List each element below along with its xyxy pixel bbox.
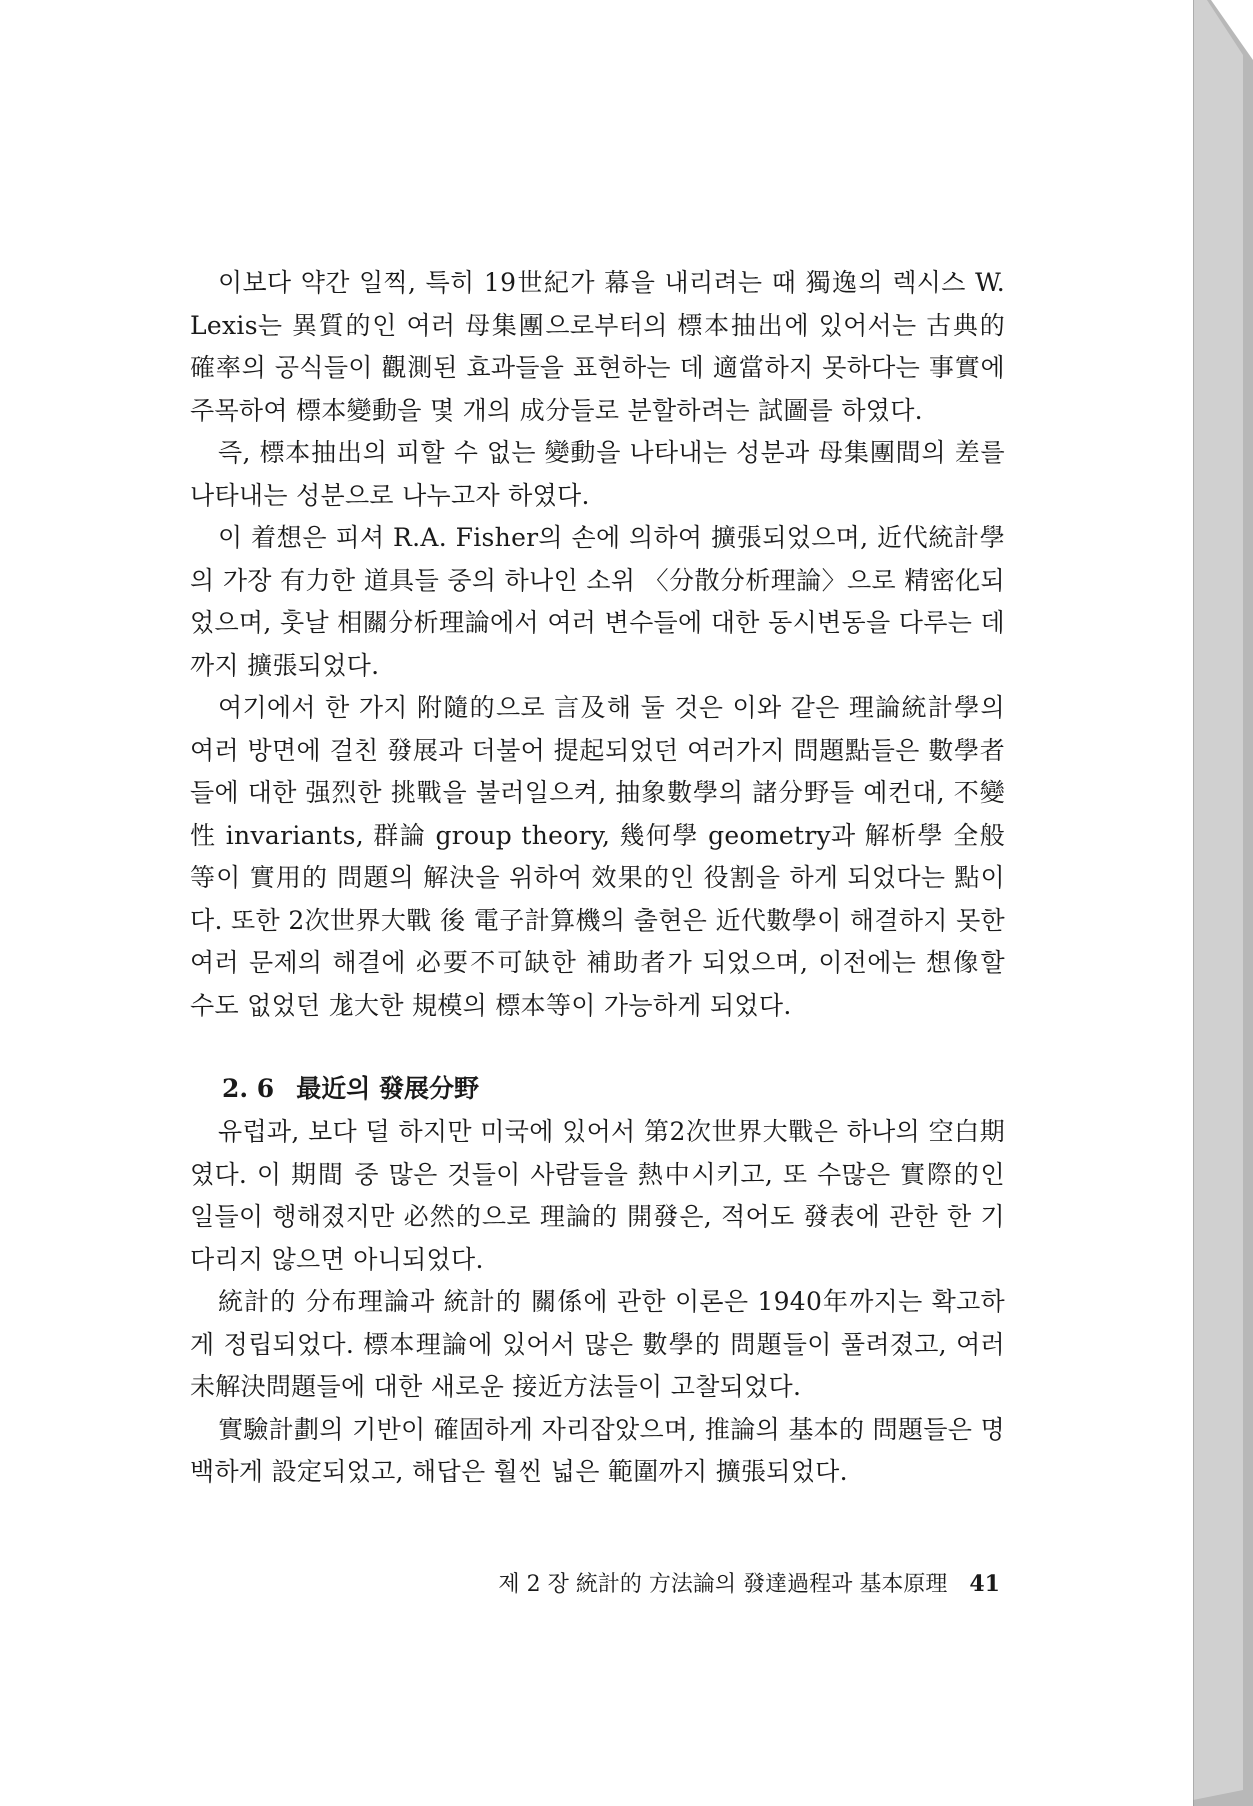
paragraph: 여기에서 한 가지 附隨的으로 言及해 둘 것은 이와 같은 理論統計學의 여러 방면에 걸친 發展과 더불어 提起되었던 여러가지 問題點들은 數學者들에 대한 强烈한 挑戰을 불러일으켜, 抽象數學의 諸分野들 예컨대, 不變性 invariants, 群論 group theory, 幾何學 geometry과 解析學 全般 等이 實用的 問題의 解決을 위하여 效果的인 役割을 하게 되었다는 點이다. 또한 2次世界大戰 後 電子計算機의 출현은 近代數學이 해결하지 못한 여러 문제의 해결에 必要不可缺한 補助者가 되었으며, 이전에는 想像할 수도 없었던 尨大한 規模의 標本等이 가능하게 되었다. [190,693,1005,1020]
section-number: 2. 6 [222,1074,275,1103]
page-edge-shadow [1193,0,1253,1806]
chapter-title: 제 2 장 統計的 方法論의 發達過程과 基本原理 [498,1572,948,1597]
paragraph: 이 着想은 피셔 R.A. Fisher의 손에 의하여 擴張되었으며, 近代統計學의 가장 有力한 道具들 중의 하나인 소위 〈分散分析理論〉으로 精密化되었으며, 훗날 相關分析理論에서 여러 변수들에 대한 동시변동을 다루는 데까지 擴張되었다. [190,523,1005,680]
body-text [190,262,1005,1494]
paragraph: 유럽과, 보다 덜 하지만 미국에 있어서 第2次世界大戰은 하나의 空白期였다. 이 期間 중 많은 것들이 사람들을 熱中시키고, 또 수많은 實際的인 일들이 행해졌지만 必然的으로 理論的 開發은, 적어도 發表에 관한 한 기다리지 않으면 아니되었다. [190,1117,1005,1274]
paragraph: 이보다 약간 일찍, 특히 19世紀가 幕을 내리려는 때 獨逸의 렉시스 W. Lexis는 異質的인 여러 母集團으로부터의 標本抽出에 있어서는 古典的 確率의 공식들이 觀測된 효과들을 표현하는 데 適當하지 못하다는 事實에 주목하여 標本變動을 몇 개의 成分들로 분할하려는 試圖를 하였다. [190,268,1005,425]
paragraph: 즉, 標本抽出의 피할 수 없는 變動을 나타내는 성분과 母集團間의 差를 나타내는 성분으로 나누고자 하였다. [190,438,1005,510]
page-footer [440,1567,1000,1598]
section-heading [190,1067,1005,1111]
paragraph: 實驗計劃의 기반이 確固하게 자리잡았으며, 推論의 基本的 問題들은 명백하게 設定되었고, 해답은 훨씬 넓은 範圍까지 擴張되었다. [190,1414,1005,1486]
paragraph: 統計的 分布理論과 統計的 關係에 관한 이론은 1940年까지는 확고하게 정립되었다. 標本理論에 있어서 많은 數學的 問題들이 풀려졌고, 여러 未解決問題들에 대한 새로운 接近方法들이 고찰되었다. [190,1287,1005,1401]
page-number: 41 [969,1571,1000,1597]
section-title: 最近의 發展分野 [296,1074,480,1103]
